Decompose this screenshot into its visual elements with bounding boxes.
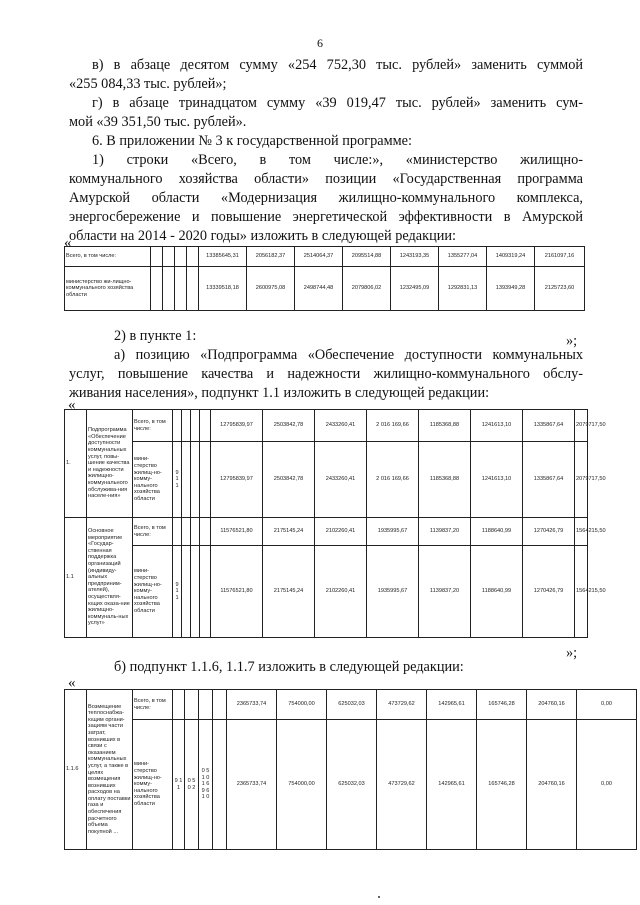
code-cell: 0 5 1 0 1 6 9 6 1 0 <box>199 720 213 850</box>
cell-value: 2056182,37 <box>247 247 295 267</box>
cell-value: 204760,16 <box>527 720 577 850</box>
cell-value: 1241613,10 <box>471 410 523 442</box>
cell-value: 2600975,08 <box>247 267 295 311</box>
table-totals <box>64 246 585 311</box>
row-sub-label: Всего, в том числе: <box>133 690 173 720</box>
cell-value: 2433260,41 <box>315 442 367 518</box>
cell-value: 1335867,64 <box>523 410 575 442</box>
open-quote: « <box>68 397 76 413</box>
row-sub-label: мини-стерство жилищ-но-комму-нального хозяйства области <box>133 720 173 850</box>
cell-value: 625032,03 <box>327 690 377 720</box>
table-row <box>65 442 588 518</box>
cell-value: 1139837,20 <box>419 546 471 638</box>
cell-value: 2365733,74 <box>227 720 277 850</box>
cell-value: 1355277,04 <box>439 247 487 267</box>
paragraph-6-line2: 1) строки «Всего, в том числе:», «министерство жилищно- <box>92 152 583 168</box>
cell-value: 1185368,88 <box>419 442 471 518</box>
cell-value: 2 016 169,66 <box>367 442 419 518</box>
cell-value: 754000,00 <box>277 720 327 850</box>
cell-value: 142965,61 <box>427 720 477 850</box>
cell-value: 2514064,37 <box>295 247 343 267</box>
table-item-116 <box>64 689 637 850</box>
row-name: Основное мероприятие «Государ-ственная поддержка организаций (индивиду-альных предприним-ателей), осуществля-ющих оказа-ние жилищно-коммуналь-ных услуг» <box>87 518 133 638</box>
cell-value: 2079717,50 <box>575 442 588 518</box>
cell-value: 754000,00 <box>277 690 327 720</box>
close-quote: »; <box>566 333 578 349</box>
table-row <box>65 720 637 850</box>
cell-value: 1292831,13 <box>439 267 487 311</box>
table-row <box>65 518 588 546</box>
table-row <box>65 690 637 720</box>
cell-value: 1393949,28 <box>487 267 535 311</box>
row-name: Подпрограмма «Обеспечение доступности коммунальных услуг, повы-шение качества и надежности жилищно-коммунального обслужива-ния населе-ния» <box>87 410 133 518</box>
cell-value: 165746,28 <box>477 690 527 720</box>
row-number: 1.1.6 <box>65 690 87 850</box>
cell-value: 13385645,31 <box>199 247 247 267</box>
cell-value: 0,00 <box>577 690 637 720</box>
table-row <box>65 546 588 638</box>
page-number: 6 <box>317 36 323 50</box>
cell-value: 2102260,41 <box>315 546 367 638</box>
paragraph-6-line4: Амурской области «Модернизация жилищно-коммунального комплекса, <box>69 190 583 206</box>
cell-value: 1139837,20 <box>419 518 471 546</box>
cell-value: 2365733,74 <box>227 690 277 720</box>
cell-value: 2503842,78 <box>263 410 315 442</box>
paragraph-v-line2: «255 084,33 тыс. рублей»; <box>69 76 227 92</box>
cell-value: 1935995,67 <box>367 518 419 546</box>
cell-value: 473729,62 <box>377 690 427 720</box>
cell-value: 1335867,64 <box>523 442 575 518</box>
row-sub-label: Всего, в том числе: <box>133 410 173 442</box>
cell-value: 1270426,79 <box>523 546 575 638</box>
cell-value: 1188640,99 <box>471 518 523 546</box>
cell-value: 2433260,41 <box>315 410 367 442</box>
cell-value: 11576521,80 <box>211 546 263 638</box>
cell-value: 1241613,10 <box>471 442 523 518</box>
cell-value: 1270426,79 <box>523 518 575 546</box>
paragraph-v-line1: в) в абзаце десятом сумму «254 752,30 тыс. рублей» заменить суммой <box>92 57 583 73</box>
row-number: 1.1 <box>65 518 87 638</box>
code-cell: 9 1 1 <box>173 442 182 518</box>
table-row <box>65 247 585 267</box>
paragraph-2-line2: а) позицию «Подпрограмма «Обеспечение доступности коммунальных <box>114 347 583 363</box>
cell-value: 625032,03 <box>327 720 377 850</box>
code-cell: 0 5 0 2 <box>185 720 199 850</box>
open-quote: « <box>64 235 72 251</box>
paragraph-g-line2: мой «39 351,50 тыс. рублей». <box>69 114 247 130</box>
row-name: Возмещение теплоснабжа-ющим органи-зациям части затрат, возникших в связи с оказанием коммунальных услуг, а также в целях возмещения возникших расходов на оплату поставки газа и обеспечения расчетного объема покупной ... <box>87 690 133 850</box>
row-number: 1. <box>65 410 87 518</box>
cell-value: 1243193,35 <box>391 247 439 267</box>
cell-value: 1409319,24 <box>487 247 535 267</box>
row-label: Всего, в том числе: <box>65 247 151 267</box>
cell-value: 1232495,09 <box>391 267 439 311</box>
cell-value: 2175145,24 <box>263 546 315 638</box>
cell-value: 1935995,67 <box>367 546 419 638</box>
cell-value: 1564215,50 <box>575 546 588 638</box>
paragraph-6-heading: 6. В приложении № 3 к государственной программе: <box>92 133 412 149</box>
scan-speck <box>378 896 380 898</box>
code-cell: 9 1 1 <box>173 720 185 850</box>
paragraph-g-line1: г) в абзаце тринадцатом сумму «39 019,47 тыс. рублей» заменить сум- <box>92 95 583 111</box>
cell-value: 2102260,41 <box>315 518 367 546</box>
cell-value: 12795839,97 <box>211 410 263 442</box>
cell-value: 2175145,24 <box>263 518 315 546</box>
cell-value: 165746,28 <box>477 720 527 850</box>
cell-value: 2125723,60 <box>535 267 585 311</box>
row-sub-label: Всего, в том числе: <box>133 518 173 546</box>
paragraph-6-line5: энергосбережение и повышение энергетической эффективности в Амурской <box>69 209 583 225</box>
cell-value: 2498744,48 <box>295 267 343 311</box>
cell-value: 473729,62 <box>377 720 427 850</box>
open-quote: « <box>68 675 76 691</box>
table-row <box>65 410 588 442</box>
cell-value: 12795839,97 <box>211 442 263 518</box>
row-sub-label: мини-стерство жилищ-но-комму-нального хозяйства области <box>133 546 173 638</box>
cell-value: 2503842,78 <box>263 442 315 518</box>
cell-value: 142965,61 <box>427 690 477 720</box>
paragraph-6-line6: области на 2014 - 2020 годы» изложить в следующей редакции: <box>69 228 456 244</box>
paragraph-b: б) подпункт 1.1.6, 1.1.7 изложить в следующей редакции: <box>114 659 464 675</box>
table-subprogram <box>64 409 606 638</box>
paragraph-2-line4: живания населения», подпункт 1.1 изложить в следующей редакции: <box>69 385 490 401</box>
cell-value: 2095514,88 <box>343 247 391 267</box>
cell-value: 2 016 169,66 <box>367 410 419 442</box>
close-quote: »; <box>566 645 578 661</box>
table-row <box>65 267 585 311</box>
paragraph-2-heading: 2) в пункте 1: <box>114 328 197 344</box>
cell-value: 1185368,88 <box>419 410 471 442</box>
paragraph-2-line3: услуг, повышение качества и надежности жилищно-коммунального обслу- <box>69 366 583 382</box>
row-label: министерство жи-лищно-коммунального хозяйства области <box>65 267 151 311</box>
cell-value: 204760,16 <box>527 690 577 720</box>
paragraph-6-line3: коммунального хозяйства области» позиции «Государственная программа <box>69 171 583 187</box>
cell-value: 1188640,99 <box>471 546 523 638</box>
cell-value: 0,00 <box>577 720 637 850</box>
cell-value: 2079806,02 <box>343 267 391 311</box>
code-cell: 9 1 1 <box>173 546 182 638</box>
cell-value: 11576521,80 <box>211 518 263 546</box>
cell-value: 2161097,16 <box>535 247 585 267</box>
cell-value: 1564215,50 <box>575 518 588 546</box>
cell-value: 13339518,18 <box>199 267 247 311</box>
row-sub-label: мини-стерство жилищ-но-комму-нального хозяйства области <box>133 442 173 518</box>
cell-value: 2079717,50 <box>575 410 588 442</box>
